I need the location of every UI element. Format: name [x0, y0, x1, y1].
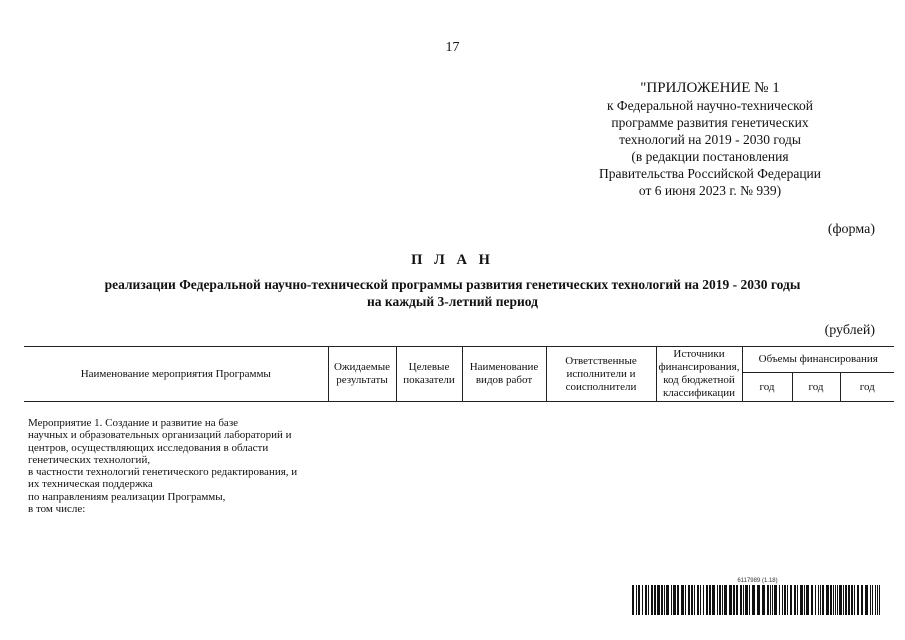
- header-activity-name: Наименование мероприятия Программы: [24, 347, 328, 402]
- form-note: (форма): [827, 222, 875, 237]
- barcode-bar: [685, 585, 686, 615]
- barcode-bar: [872, 585, 873, 615]
- barcode-bar: [645, 585, 647, 615]
- barcode-bar: [811, 585, 813, 615]
- barcode-bar: [875, 585, 876, 615]
- barcode-bar: [722, 585, 723, 615]
- barcode-bar: [709, 585, 711, 615]
- barcode-bar: [865, 585, 868, 615]
- barcode-bar: [787, 585, 788, 615]
- appendix-line: технологий на 2019 - 2030 годы: [619, 132, 801, 147]
- barcode-bar: [657, 585, 660, 615]
- barcode-bar: [820, 585, 821, 615]
- barcode-bar: [703, 585, 704, 615]
- barcode-bar: [700, 585, 701, 615]
- barcode-bar: [697, 585, 699, 615]
- header-work-types: Наименование видов работ: [462, 347, 546, 402]
- barcode-bar: [790, 585, 792, 615]
- barcode-bar: [691, 585, 693, 615]
- header-responsible: Ответственные исполнители и соисполнители: [546, 347, 656, 402]
- barcode-bar: [729, 585, 732, 615]
- barcode-bar: [638, 585, 640, 615]
- barcode-bar: [636, 585, 637, 615]
- barcode-bar: [815, 585, 816, 615]
- barcode-bar: [736, 585, 738, 615]
- header-year-2: год: [792, 373, 840, 402]
- barcode-bar: [826, 585, 829, 615]
- barcode-bar: [673, 585, 676, 615]
- barcode-bar: [712, 585, 715, 615]
- appendix-line: к Федеральной научно-технической: [606, 98, 813, 113]
- barcode-bar: [717, 585, 718, 615]
- barcode-bar: [745, 585, 748, 615]
- plan-title: П Л А Н: [411, 252, 494, 268]
- barcode-bar: [861, 585, 863, 615]
- barcode-bar: [837, 585, 838, 615]
- appendix-line: (в редакции постановления: [631, 149, 789, 164]
- header-funding-sources: Источники финансирования, код бюджетной классификации: [656, 347, 742, 402]
- barcode-bar: [749, 585, 750, 615]
- barcode-bar: [740, 585, 742, 615]
- barcode-bar: [752, 585, 755, 615]
- header-year-3: год: [840, 373, 894, 402]
- barcode-bar: [642, 585, 643, 615]
- appendix-line: Правительства Российской Федерации: [599, 166, 821, 181]
- barcode-bar: [681, 585, 684, 615]
- barcode-bar: [767, 585, 769, 615]
- page-number: 17: [445, 40, 460, 55]
- barcode-bar: [757, 585, 760, 615]
- barcode-bar: [854, 585, 855, 615]
- barcode-bar: [845, 585, 847, 615]
- plan-subtitle-line: реализации Федеральной научно-технической программы развития генетических технологий на 2019 - 2030 годы: [104, 277, 801, 292]
- barcode-bar: [848, 585, 850, 615]
- barcode-bar: [651, 585, 653, 615]
- plan-subtitle: [40, 276, 865, 310]
- barcode-bar: [804, 585, 805, 615]
- barcode-bar: [654, 585, 656, 615]
- barcode-bar: [733, 585, 735, 615]
- barcode-number: 6117989 (1.18): [737, 578, 778, 584]
- appendix-line: от 6 июня 2023 г. № 939): [638, 183, 782, 198]
- barcode-bar: [666, 585, 669, 615]
- activity-1-text: Мероприятие 1. Создание и развитие на базе научных и образовательных организаций лабораторий и центров, осуществляющих исследования в области генетических технологий, в частности технологий генетического редактирования, и их техническая поддержка по направлениям реализации Программы, в том числе:: [28, 417, 298, 516]
- barcode-bar: [822, 585, 824, 615]
- barcode-bar: [772, 585, 773, 615]
- barcode-bar: [833, 585, 834, 615]
- barcode-bar: [762, 585, 765, 615]
- barcode-bar: [632, 585, 634, 615]
- barcode-bar: [779, 585, 780, 615]
- barcode-bar: [843, 585, 844, 615]
- header-expected-results: Ожидаемые результаты: [328, 347, 396, 402]
- barcode-bar: [724, 585, 727, 615]
- barcode-bar: [743, 585, 744, 615]
- barcode: [630, 578, 885, 615]
- barcode-bar: [719, 585, 721, 615]
- barcode-bar: [706, 585, 708, 615]
- barcode-bar: [648, 585, 649, 615]
- barcode-bar: [835, 585, 836, 615]
- barcode-bar: [782, 585, 783, 615]
- plan-table: [24, 346, 894, 410]
- barcode-bar: [770, 585, 771, 615]
- barcode-bar: [806, 585, 809, 615]
- barcode-bar: [671, 585, 672, 615]
- barcode-bar: [830, 585, 832, 615]
- header-year-1: год: [742, 373, 792, 402]
- barcode-bar: [818, 585, 819, 615]
- appendix-line: программе развития генетических: [611, 115, 809, 130]
- header-funding-volumes: Объемы финансирования: [742, 347, 894, 373]
- units-note: (рублей): [824, 323, 875, 338]
- barcode-bar: [877, 585, 878, 615]
- barcode-bar: [784, 585, 786, 615]
- barcode-bar: [677, 585, 679, 615]
- barcode-bar: [839, 585, 842, 615]
- barcode-bar: [794, 585, 796, 615]
- barcode-bar: [800, 585, 803, 615]
- appendix-header: [560, 80, 860, 199]
- barcode-bar: [774, 585, 777, 615]
- appendix-title: "ПРИЛОЖЕНИЕ № 1: [640, 80, 780, 96]
- barcode-bar: [879, 585, 880, 615]
- barcode-bar: [694, 585, 695, 615]
- barcode-bar: [661, 585, 663, 615]
- barcode-bar: [857, 585, 859, 615]
- header-target-indicators: Целевые показатели: [396, 347, 462, 402]
- barcode-bars: [630, 585, 885, 615]
- table-row: [24, 402, 894, 411]
- barcode-bar: [797, 585, 798, 615]
- barcode-bar: [870, 585, 871, 615]
- barcode-bar: [851, 585, 853, 615]
- barcode-bar: [664, 585, 665, 615]
- barcode-bar: [688, 585, 690, 615]
- plan-subtitle-line: на каждый 3-летний период: [367, 294, 538, 309]
